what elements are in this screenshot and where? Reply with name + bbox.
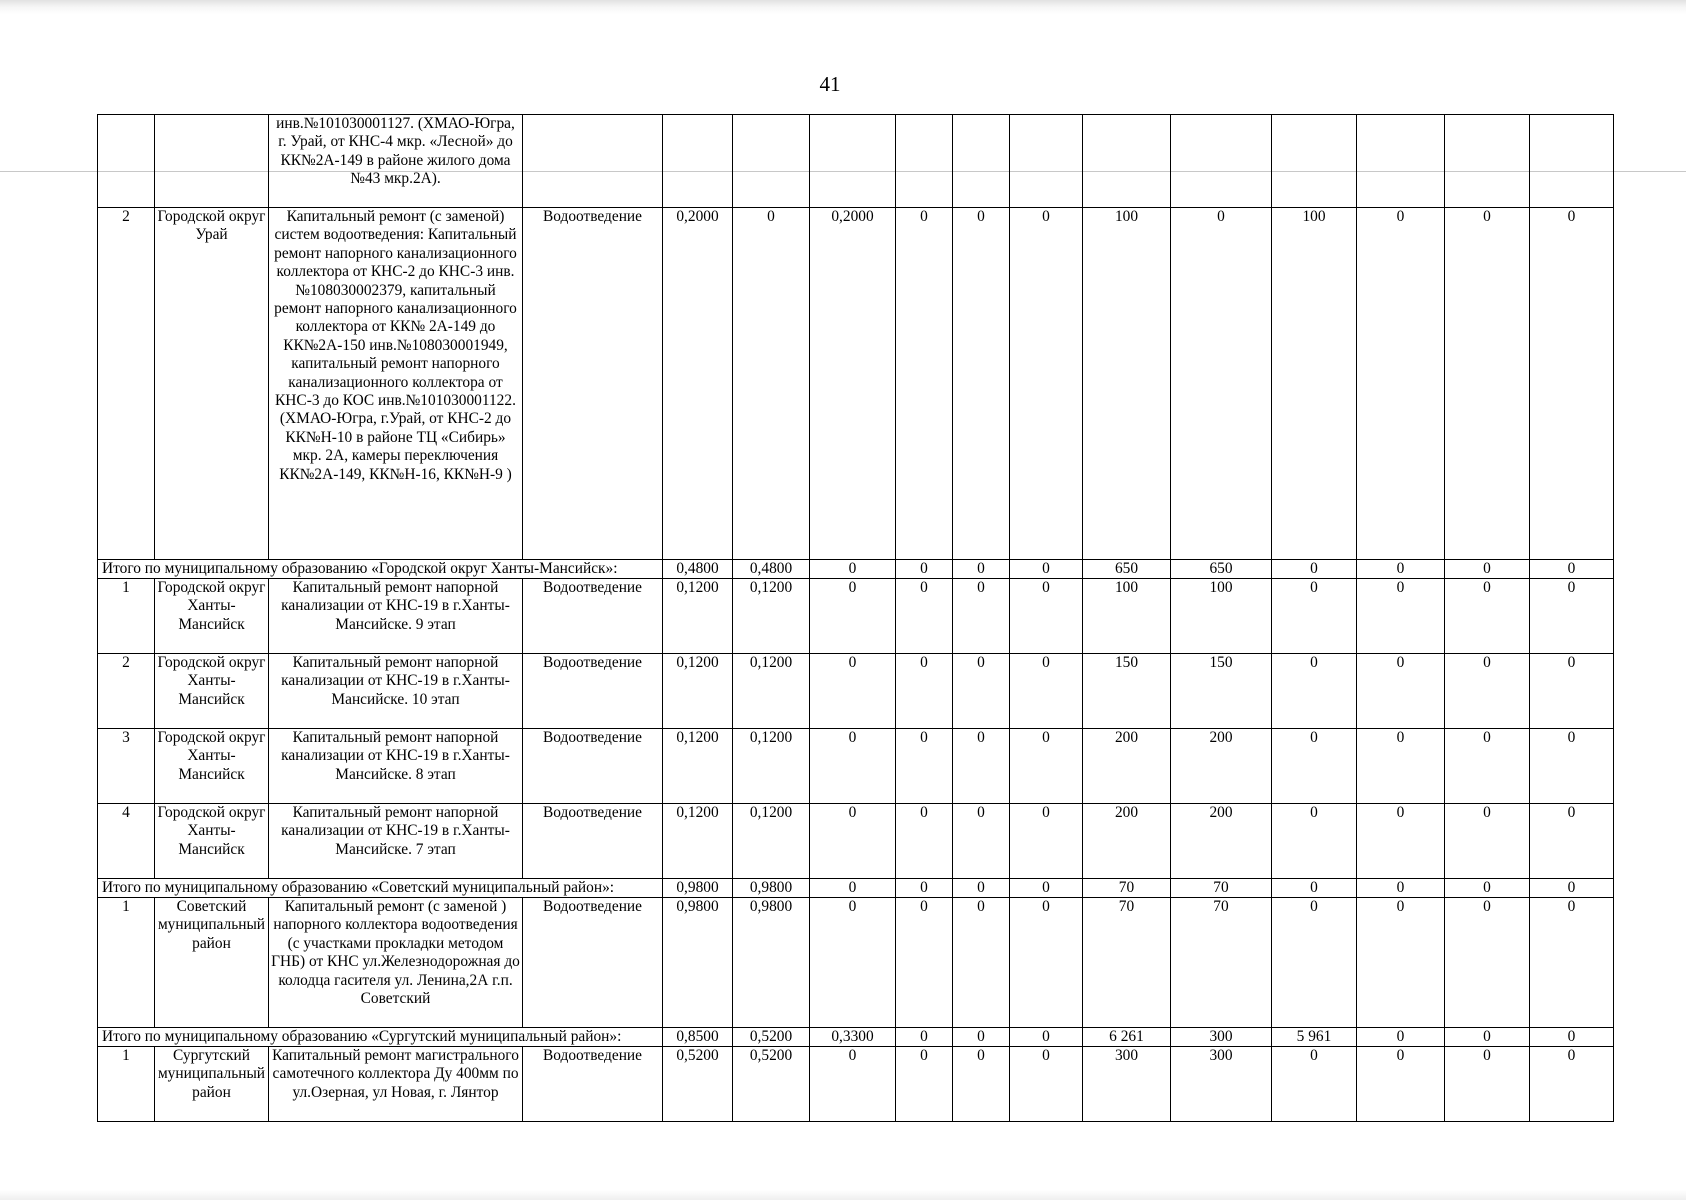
- table-cell: 0: [953, 804, 1010, 879]
- table-cell: Городской округ Ханты-Мансийск: [155, 654, 269, 729]
- table-cell: [1272, 115, 1357, 208]
- table-cell: 4: [98, 804, 155, 879]
- table-cell: 0: [810, 729, 896, 804]
- table-cell: 0: [1010, 1047, 1083, 1122]
- table-cell: 0: [1272, 898, 1357, 1028]
- table-cell: 0: [1530, 1047, 1614, 1122]
- table-cell: 0,1200: [733, 729, 810, 804]
- subtotal-cell: 0: [1357, 1028, 1445, 1047]
- table-cell: [953, 115, 1010, 208]
- table-cell: 0,9800: [663, 898, 733, 1028]
- table-cell: Капитальный ремонт напорной канализации от КНС-19 в г.Ханты-Мансийске. 8 этап: [269, 729, 523, 804]
- table-cell: 0: [1272, 654, 1357, 729]
- table-cell: 0: [1445, 654, 1530, 729]
- table-cell: 300: [1083, 1047, 1171, 1122]
- table-cell: инв.№101030001127. (ХМАО-Югра, г. Урай, от КНС-4 мкр. «Лесной» до КК№2А-149 в районе жилого дома №43 мкр.2А).: [269, 115, 523, 208]
- table-cell: 0: [1357, 898, 1445, 1028]
- table-cell: 0: [1530, 579, 1614, 654]
- table-cell: [1357, 115, 1445, 208]
- subtotal-label: Итого по муниципальному образованию «Советский муниципальный район»:: [98, 879, 663, 898]
- table-cell: Водоотведение: [523, 804, 663, 879]
- subtotal-label: Итого по муниципальному образованию «Городской округ Ханты-Мансийск»:: [98, 560, 663, 579]
- table-cell: 150: [1083, 654, 1171, 729]
- subtotal-cell: 0: [1010, 1028, 1083, 1047]
- subtotal-cell: 0,3300: [810, 1028, 896, 1047]
- table-cell: Сургутский муниципальный район: [155, 1047, 269, 1122]
- table-cell: 0: [1010, 208, 1083, 560]
- table-cell: 0: [1272, 579, 1357, 654]
- table-cell: 0,1200: [733, 804, 810, 879]
- subtotal-cell: 0: [896, 560, 953, 579]
- table-row: [98, 115, 1614, 208]
- table-cell: 0: [1272, 1047, 1357, 1122]
- table-cell: Советский муниципальный район: [155, 898, 269, 1028]
- table-cell: Городской округ Ханты-Мансийск: [155, 579, 269, 654]
- table-cell: 1: [98, 1047, 155, 1122]
- table-cell: 150: [1171, 654, 1272, 729]
- table-cell: Капитальный ремонт напорной канализации от КНС-19 в г.Ханты-Мансийске. 9 этап: [269, 579, 523, 654]
- table-cell: 0,5200: [733, 1047, 810, 1122]
- subtotal-cell: 0: [810, 879, 896, 898]
- subtotal-cell: 5 961: [1272, 1028, 1357, 1047]
- table-cell: 1: [98, 579, 155, 654]
- table-cell: 0: [1530, 898, 1614, 1028]
- table-row: [98, 208, 1614, 560]
- table-cell: [1083, 115, 1171, 208]
- table-cell: 2: [98, 654, 155, 729]
- table-cell: Капитальный ремонт магистрального самотечного коллектора Ду 400мм по ул.Озерная, ул Новая, г. Лянтор: [269, 1047, 523, 1122]
- table-cell: Капитальный ремонт (с заменой ) напорного коллектора водоотведения (с участками прокладки методом ГНБ) от КНС ул.Железнодорожная до колодца гасителя ул. Ленина,2А г.п. Советский: [269, 898, 523, 1028]
- table-cell: 3: [98, 729, 155, 804]
- table-cell: [1171, 115, 1272, 208]
- table-cell: 0: [1272, 729, 1357, 804]
- table-cell: 200: [1083, 804, 1171, 879]
- table-cell: 0,1200: [733, 654, 810, 729]
- subtotal-cell: 0: [1530, 560, 1614, 579]
- table-cell: 0: [953, 579, 1010, 654]
- table-body: [98, 115, 1614, 1122]
- subtotal-cell: 0: [1445, 879, 1530, 898]
- table-cell: [155, 115, 269, 208]
- table-cell: [1010, 115, 1083, 208]
- page-number: 41: [819, 72, 841, 96]
- subtotal-cell: 0: [1445, 1028, 1530, 1047]
- table-cell: 0: [1357, 654, 1445, 729]
- table-cell: 0: [1010, 898, 1083, 1028]
- table-cell: Водоотведение: [523, 654, 663, 729]
- subtotal-cell: 0: [1010, 879, 1083, 898]
- table-cell: 0: [1357, 579, 1445, 654]
- table-cell: [663, 115, 733, 208]
- table-cell: 0: [810, 1047, 896, 1122]
- table-cell: 0: [953, 898, 1010, 1028]
- subtotal-cell: 0: [810, 560, 896, 579]
- subtotal-row: [98, 879, 1614, 898]
- table-cell: Капитальный ремонт (с заменой) систем водоотведения: Капитальный ремонт напорного канализационного коллектора от КНС-2 до КНС-3 инв.№108030002379, капитальный ремонт напорного канализационного коллектора от КК№ 2А-149 до КК№2А-150 инв.№108030001949, капитальный ремонт напорного канализационного коллектора от КНС-3 до КОС инв.№101030001122. (ХМАО-Югра, г.Урай, от КНС-2 до КК№Н-10 в районе ТЦ «Сибирь» мкр. 2А, камеры переключения КК№2А-149, КК№Н-16, КК№Н-9 ): [269, 208, 523, 560]
- table-cell: Водоотведение: [523, 579, 663, 654]
- table-cell: 0: [1357, 1047, 1445, 1122]
- capital-repair-table: [97, 114, 1614, 1122]
- table-cell: 1: [98, 898, 155, 1028]
- subtotal-cell: 70: [1083, 879, 1171, 898]
- table-cell: 0: [896, 729, 953, 804]
- table-cell: 0: [1530, 804, 1614, 879]
- subtotal-cell: 0: [1530, 1028, 1614, 1047]
- table-cell: 0: [1445, 208, 1530, 560]
- table-cell: 0: [953, 654, 1010, 729]
- table-cell: 0: [1010, 654, 1083, 729]
- table-row: [98, 1047, 1614, 1122]
- table-cell: 100: [1272, 208, 1357, 560]
- table-cell: 0: [896, 654, 953, 729]
- table-row: [98, 579, 1614, 654]
- table-row: [98, 654, 1614, 729]
- table-cell: 100: [1083, 208, 1171, 560]
- table-cell: 0: [896, 1047, 953, 1122]
- table-cell: 0: [733, 208, 810, 560]
- table-row: [98, 804, 1614, 879]
- subtotal-cell: 0: [1357, 560, 1445, 579]
- table-cell: 0,2000: [663, 208, 733, 560]
- table-cell: 0: [1445, 898, 1530, 1028]
- subtotal-cell: 0: [896, 1028, 953, 1047]
- subtotal-row: [98, 560, 1614, 579]
- table-cell: 200: [1171, 804, 1272, 879]
- table-cell: 0,5200: [663, 1047, 733, 1122]
- table-cell: 0: [1357, 729, 1445, 804]
- subtotal-cell: 0: [1530, 879, 1614, 898]
- table-cell: 0,1200: [663, 579, 733, 654]
- table-cell: Городской округ Урай: [155, 208, 269, 560]
- table-cell: 0: [1010, 579, 1083, 654]
- table-cell: Городской округ Ханты-Мансийск: [155, 729, 269, 804]
- table-row: [98, 729, 1614, 804]
- table-cell: [1445, 115, 1530, 208]
- table-cell: Водоотведение: [523, 898, 663, 1028]
- table-cell: 0: [953, 1047, 1010, 1122]
- subtotal-cell: 0,4800: [663, 560, 733, 579]
- table-cell: Водоотведение: [523, 1047, 663, 1122]
- table-cell: 100: [1083, 579, 1171, 654]
- table-cell: 0: [953, 208, 1010, 560]
- subtotal-cell: 0,9800: [733, 879, 810, 898]
- subtotal-cell: 0: [1272, 879, 1357, 898]
- table-cell: 0: [896, 898, 953, 1028]
- subtotal-cell: 0: [1357, 879, 1445, 898]
- table-cell: 0,1200: [663, 804, 733, 879]
- table-cell: 0,1200: [733, 579, 810, 654]
- table-cell: 0: [1445, 579, 1530, 654]
- subtotal-cell: 0: [953, 1028, 1010, 1047]
- table-cell: 0: [1530, 654, 1614, 729]
- table-cell: 0: [896, 579, 953, 654]
- subtotal-cell: 0,9800: [663, 879, 733, 898]
- table-cell: 0: [1010, 804, 1083, 879]
- table-cell: 0,2000: [810, 208, 896, 560]
- table-cell: 0: [1272, 804, 1357, 879]
- table-cell: 0: [810, 804, 896, 879]
- table-cell: Капитальный ремонт напорной канализации от КНС-19 в г.Ханты-Мансийске. 7 этап: [269, 804, 523, 879]
- table-cell: [523, 115, 663, 208]
- subtotal-cell: 300: [1171, 1028, 1272, 1047]
- table-cell: 0: [1530, 729, 1614, 804]
- subtotal-cell: 0,4800: [733, 560, 810, 579]
- table-cell: 0: [1171, 208, 1272, 560]
- subtotal-cell: 0,8500: [663, 1028, 733, 1047]
- table-cell: 70: [1083, 898, 1171, 1028]
- table-cell: 0: [1445, 729, 1530, 804]
- table-cell: 0: [810, 579, 896, 654]
- table-cell: 0: [1010, 729, 1083, 804]
- table-cell: 2: [98, 208, 155, 560]
- subtotal-cell: 0: [1272, 560, 1357, 579]
- table-cell: 0: [1445, 804, 1530, 879]
- table-cell: [896, 115, 953, 208]
- table-cell: 0: [1445, 1047, 1530, 1122]
- table-cell: 0: [896, 804, 953, 879]
- table-cell: Городской округ Ханты-Мансийск: [155, 804, 269, 879]
- table-cell: 0,1200: [663, 729, 733, 804]
- table-cell: 0: [1357, 208, 1445, 560]
- subtotal-cell: 0,5200: [733, 1028, 810, 1047]
- table-cell: 0: [810, 898, 896, 1028]
- table-cell: 0: [896, 208, 953, 560]
- table-cell: Водоотведение: [523, 208, 663, 560]
- subtotal-cell: 0: [953, 560, 1010, 579]
- table-cell: 0: [1357, 804, 1445, 879]
- subtotal-cell: 0: [953, 879, 1010, 898]
- subtotal-cell: 6 261: [1083, 1028, 1171, 1047]
- table-cell: 100: [1171, 579, 1272, 654]
- table-cell: Водоотведение: [523, 729, 663, 804]
- subtotal-label: Итого по муниципальному образованию «Сургутский муниципальный район»:: [98, 1028, 663, 1047]
- scan-edge-top: [0, 0, 1686, 14]
- table-cell: [733, 115, 810, 208]
- table-cell: 0: [810, 654, 896, 729]
- subtotal-row: [98, 1028, 1614, 1047]
- table-cell: 0: [1530, 208, 1614, 560]
- table-cell: 0,1200: [663, 654, 733, 729]
- table-cell: Капитальный ремонт напорной канализации от КНС-19 в г.Ханты-Мансийске. 10 этап: [269, 654, 523, 729]
- subtotal-cell: 0: [1445, 560, 1530, 579]
- table-cell: 300: [1171, 1047, 1272, 1122]
- table-cell: [1530, 115, 1614, 208]
- subtotal-cell: 0: [896, 879, 953, 898]
- subtotal-cell: 0: [1010, 560, 1083, 579]
- scan-edge-bottom: [0, 1190, 1686, 1200]
- subtotal-cell: 70: [1171, 879, 1272, 898]
- table-cell: 200: [1083, 729, 1171, 804]
- table-row: [98, 898, 1614, 1028]
- table-cell: [98, 115, 155, 208]
- table-cell: [810, 115, 896, 208]
- table-cell: 200: [1171, 729, 1272, 804]
- table-cell: 70: [1171, 898, 1272, 1028]
- table-cell: 0,9800: [733, 898, 810, 1028]
- subtotal-cell: 650: [1171, 560, 1272, 579]
- table-cell: 0: [953, 729, 1010, 804]
- subtotal-cell: 650: [1083, 560, 1171, 579]
